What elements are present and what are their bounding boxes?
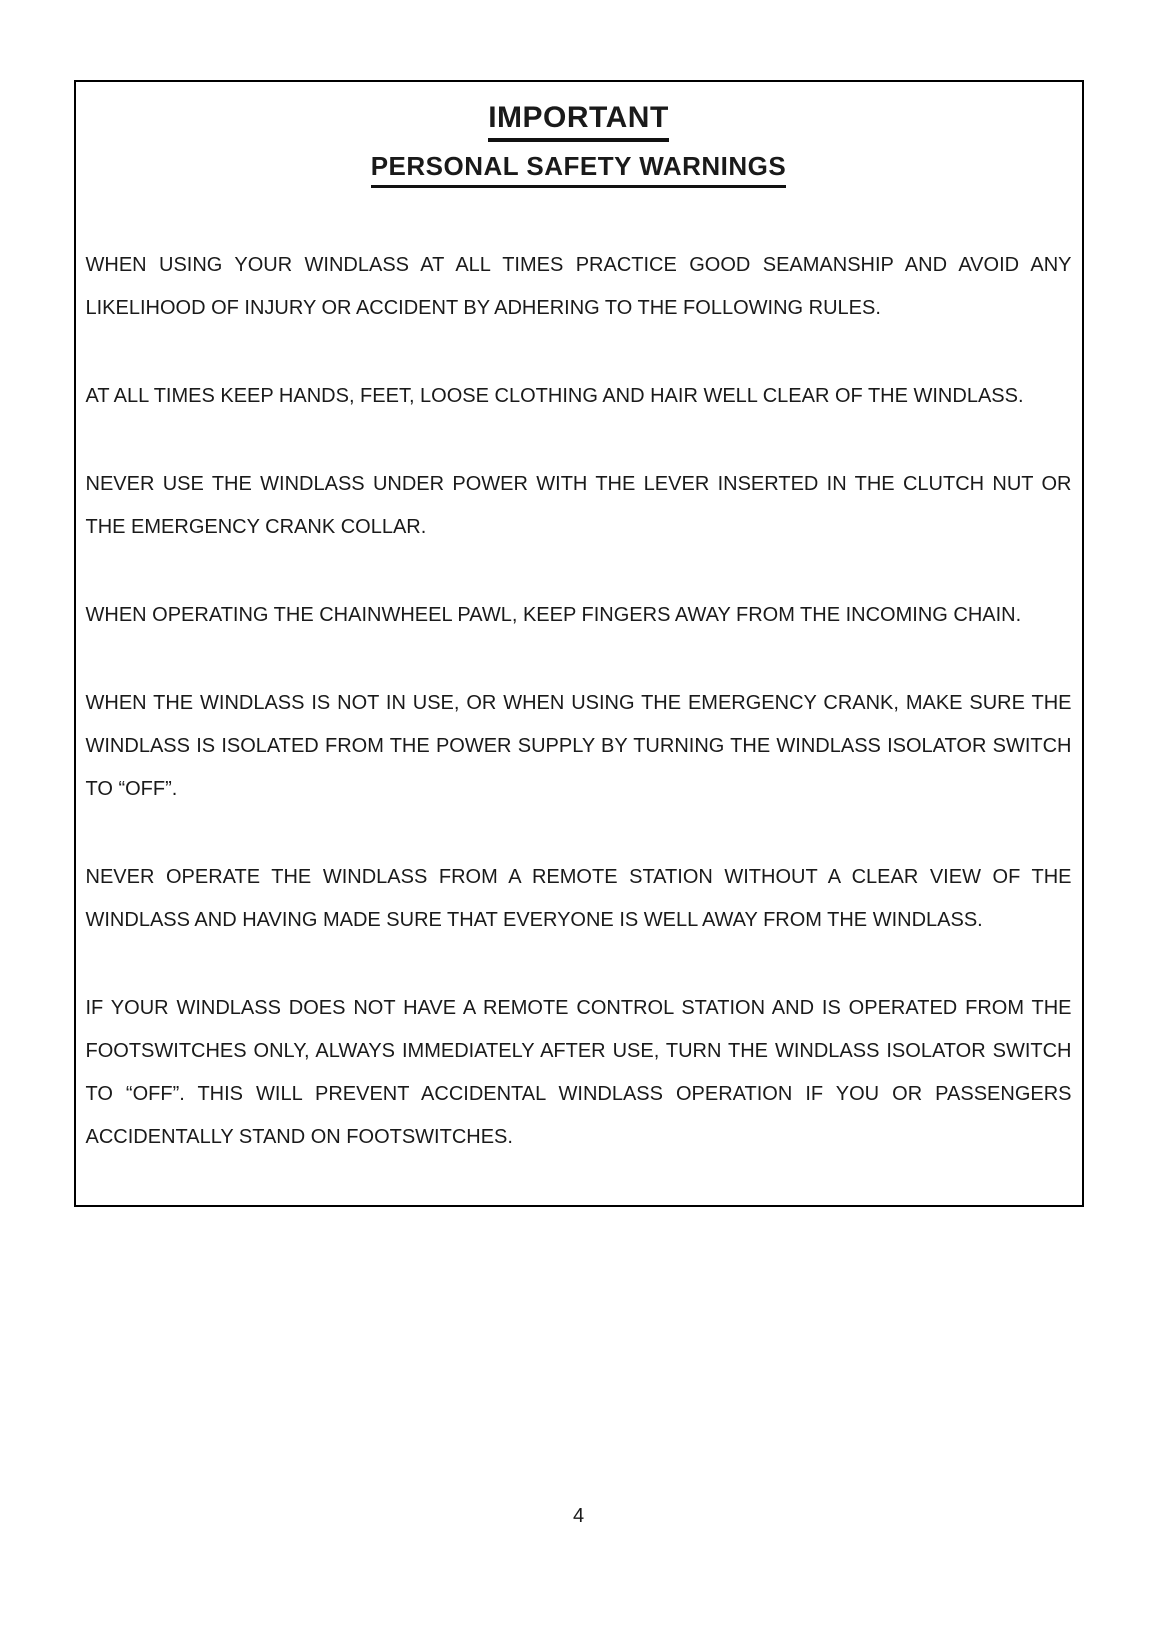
page-title (86, 98, 1072, 142)
warning-paragraph-6: NEVER OPERATE THE WINDLASS FROM A REMOTE STATION WITHOUT A CLEAR VIEW OF THE WINDLASS AND HAVING MADE SURE THAT EVERYONE IS WELL AWAY FROM THE WINDLASS. (85, 865, 1072, 931)
page-subtitle-text: PERSONAL SAFETY WARNINGS (371, 150, 787, 188)
page-subtitle (86, 150, 1072, 188)
warnings-body (86, 244, 1072, 1159)
safety-warnings-box (74, 80, 1084, 1207)
warning-paragraph-2: AT ALL TIMES KEEP HANDS, FEET, LOOSE CLOTHING AND HAIR WELL CLEAR OF THE WINDLASS. (85, 384, 1024, 407)
warning-paragraph-1: WHEN USING YOUR WINDLASS AT ALL TIMES PRACTICE GOOD SEAMANSHIP AND AVOID ANY LIKELIHOOD OF INJURY OR ACCIDENT BY ADHERING TO THE FOLLOWING RULES. (85, 253, 1072, 319)
warning-paragraph-7: IF YOUR WINDLASS DOES NOT HAVE A REMOTE CONTROL STATION AND IS OPERATED FROM THE FOOTSWITCHES ONLY, ALWAYS IMMEDIATELY AFTER USE, TURN THE WINDLASS ISOLATOR SWITCH TO “OFF”. THIS WILL PREVENT ACCIDENTAL WINDLASS OPERATION IF YOU OR PASSENGERS ACCIDENTALLY STAND ON FOOTSWITCHES. (85, 996, 1072, 1148)
warning-paragraph-4: WHEN OPERATING THE CHAINWHEEL PAWL, KEEP FINGERS AWAY FROM THE INCOMING CHAIN. (85, 603, 1022, 626)
page-number: 4 (572, 1505, 585, 1527)
warning-paragraph-3: NEVER USE THE WINDLASS UNDER POWER WITH THE LEVER INSERTED IN THE CLUTCH NUT OR THE EMERGENCY CRANK COLLAR. (85, 472, 1072, 538)
page-title-text: IMPORTANT (488, 98, 669, 142)
warning-paragraph-5: WHEN THE WINDLASS IS NOT IN USE, OR WHEN USING THE EMERGENCY CRANK, MAKE SURE THE WINDLASS IS ISOLATED FROM THE POWER SUPPLY BY TURNING THE WINDLASS ISOLATOR SWITCH TO “OFF”. (85, 691, 1072, 800)
